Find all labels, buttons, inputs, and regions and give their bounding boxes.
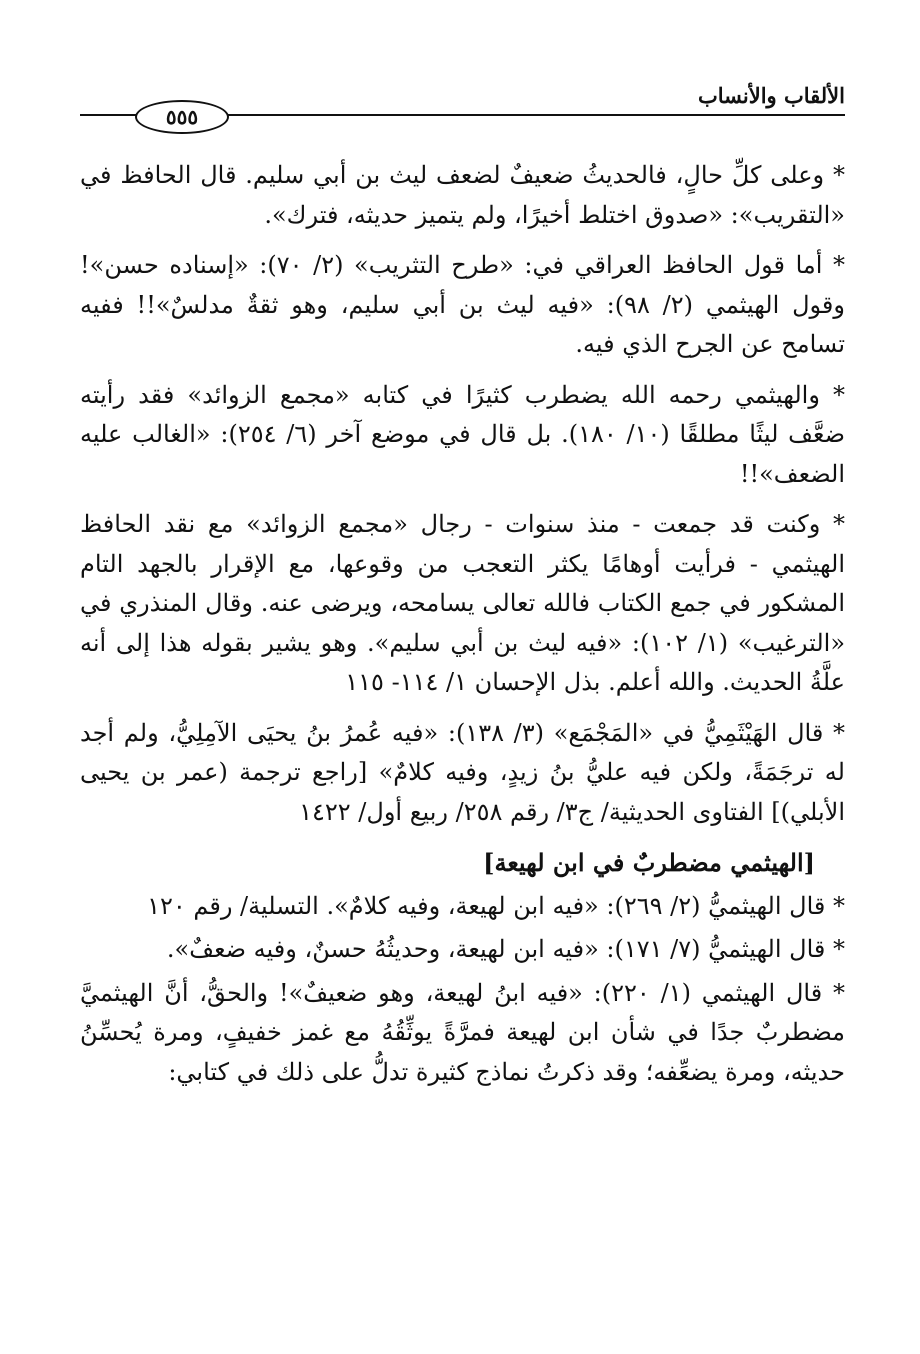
paragraph: * والهيثمي رحمه الله يضطرب كثيرًا في كتابه «مجمع الزوائد» فقد رأيته ضعَّف ليثًا مطلقًا (١٠/ ١٨٠). بل قال في موضع آخر (٦/ ٢٥٤): «الغالب عليه الضعف»!!: [80, 380, 846, 488]
running-title: الألقاب والأنساب: [697, 83, 845, 108]
paragraph: * قال الهيثميُّ (٢/ ٢٦٩): «فيه ابن لهيعة، وفيه كلامٌ». التسلية/ رقم ١٢٠: [147, 891, 845, 920]
paragraph: * وعلى كلِّ حالٍ، فالحديثُ ضعيفٌ لضعف ليث بن أبي سليم. قال الحافظ في «التقريب»: «صدوق اختلط أخيرًا، ولم يتميز حديثه، فترك».: [80, 161, 845, 229]
section-subheading: [الهيثمي مضطربٌ في ابن لهيعة]: [483, 848, 815, 877]
paragraph: * قال الهيثميُّ (٧/ ١٧١): «فيه ابن لهيعة، وحديثُهُ حسنٌ، وفيه ضعفٌ».: [166, 935, 845, 963]
paragraph: * وكنت قد جمعت - منذ سنوات - رجال «مجمع الزوائد» مع نقد الحافظ الهيثمي - فرأيت أوهامًا يكثر التعجب من وقوعها، مع الإقرار بالجهد التام المشكور في جمع الكتاب فالله تعالى يسامحه، ويرضى عنه. وقال المنذري في «الترغيب» (١/ ١٠٢): «فيه ليث بن أبي سليم». وهو يشير بقوله هذا إلى أنه علَّةُ الحديث. والله أعلم. بذل الإحسان ١/ ١١٤- ١١٥: [80, 510, 846, 696]
paragraph: * قال الهيثمي (١/ ٢٢٠): «فيه ابنُ لهيعة، وهو ضعيفٌ»! والحقُّ، أنَّ الهيثميَّ مضطربٌ جدًا في شأن ابن لهيعة فمرَّةً يوثِّقُهُ مع غمز خفيفٍ، ومرة يُحسِّنُ حديثه، ومرة يضعِّفه؛ وقد ذكرتُ نماذج كثيرة تدلُّ على ذلك في كتابي:: [80, 978, 845, 1086]
page-number: ٥٥٥: [135, 100, 229, 134]
paragraph: * قال الهَيْثَمِيُّ في «المَجْمَع» (٣/ ١٣٨): «فيه عُمرُ بنُ يحيَى الآمِلِيُّ، ولم أجد له ترجَمَةً، ولكن فيه عليُّ بنُ زيدٍ، وفيه كلامٌ» [راجع ترجمة (عمر بن يحيى الأبلي)] الفتاوى الحديثية/ ج٣/ رقم ٢٥٨/ ربيع أول/ ١٤٢٢: [80, 718, 846, 826]
paragraph: * أما قول الحافظ العراقي في: «طرح التثريب» (٢/ ٧٠): «إسناده حسن»! وقول الهيثمي (٢/ ٩٨): «فيه ليث بن أبي سليم، وهو ثقةٌ مدلسٌ»!! ففيه تسامح عن الجرح الذي فيه.: [80, 251, 846, 358]
page-body: [80, 156, 845, 1256]
page-header: [80, 82, 845, 129]
